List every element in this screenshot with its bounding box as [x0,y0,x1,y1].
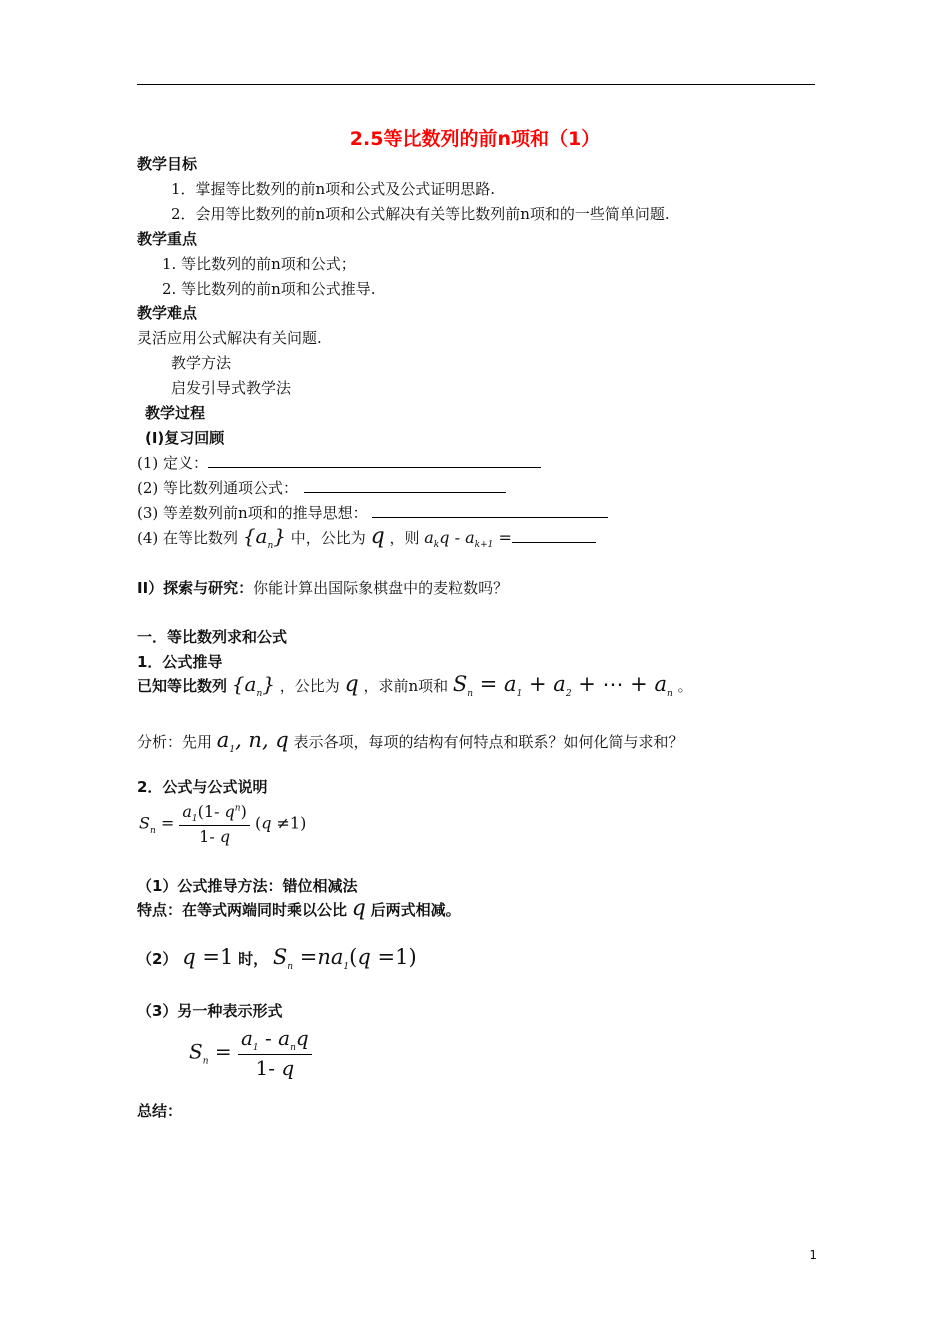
formula-derivation-heading: 1．公式推导 [137,653,223,671]
sum-definition-formula: $S_n = a_1 + a_2$ + ⋯ + $a_n$ [452,672,673,700]
method-label: 教学方法 [171,354,232,372]
key-point-item-2: 2. 等比数列的前n项和公式推导. [162,280,376,298]
page-title: 2.5等比数列的前n项和（1） [349,128,601,150]
case3-label: （3）另一种表示形式 [137,1002,283,1020]
key-point-item-1: 1. 等比数列的前n项和公式； [162,255,356,273]
difficulties-text: 灵活应用公式解决有关问题. [137,329,322,347]
analysis-suffix: 表示各项，每项的结构有何特点和联系？如何化简与求和？ [293,733,684,751]
difficulties-heading: 教学难点 [137,304,198,322]
case2-time: 时， [238,950,269,968]
review-question-4-mid1: 中，公比为 [290,529,366,547]
feature-line [137,896,461,921]
method-text: 启发引导式教学法 [171,379,292,397]
analysis-variables-formula: $a_1$, n, q [216,728,289,756]
review-question-4-mid2: ，则 [389,529,420,547]
case2-label: （2） [137,950,178,968]
section1-heading: 一．等比数列求和公式 [137,628,288,646]
sum-q-equals-one-formula: $S_n =na_1(q =1)$ [272,945,417,973]
page-number: 1 [809,1248,817,1262]
known-ratio-q: q [344,672,359,697]
method-title: （1）公式推导方法：错位相减法 [137,877,358,895]
q-equals-one-formula: q =1 [182,945,234,969]
ratio-q-symbol: q [370,524,385,549]
process-heading: 教学过程 [145,404,206,422]
review-question-2-label: (2) 等比数列通项公式： [137,479,299,497]
feature-suffix: 后两式相减。 [370,901,461,919]
sequence-a-n-formula: $\{a_n\}$ [242,524,286,551]
summary-label: 总结： [137,1102,183,1120]
sum-formula-main: $S_n$ = $\frac{a_1(1- q^n)}{1- q}$ (q ≠1) [139,802,307,847]
objective-item-2: 2．会用等比数列的前n项和公式解决有关等比数列前n项和的一些简单问题. [171,205,670,223]
derivation-idea-blank[interactable] [372,502,608,518]
known-end: 。 [677,677,693,695]
sum-formula-alternate: $S_n$ = $\frac{a_1 - a_nq}{1- q}$ [189,1026,312,1080]
analysis-prefix: 分析：先用 [137,733,213,751]
case-q-equals-one [137,945,417,972]
objective-item-1: 1．掌握等比数列的前n项和公式及公式证明思路. [171,180,495,198]
general-term-blank[interactable] [304,477,506,493]
alternate-formula-fraction: $\frac{a_1 - a_nq}{1- q}$ [238,1026,312,1080]
ratio-relation-formula: $a_kq - a_{k+1}$ = [424,528,512,551]
review-heading: (I)复习回顾 [145,429,225,447]
review-question-4-prefix: (4) 在等比数列 [137,529,239,547]
explore-heading: II）探索与研究： [137,579,254,597]
analysis-line [137,728,684,755]
explore-text: 你能计算出国际象棋盘中的麦粒数吗？ [253,579,509,597]
review-question-3-label: (3) 等差数列前n项和的推导思想： [137,504,368,522]
known-line [137,672,693,699]
feature-ratio-q: q [351,896,366,921]
key-points-heading: 教学重点 [137,230,198,248]
sum-formula-fraction: $\frac{a_1(1- q^n)}{1- q}$ [179,802,249,846]
review-question-1-label: (1) 定义： [137,454,209,472]
review-question-4 [137,524,596,551]
review-question-1 [137,452,541,473]
objectives-heading: 教学目标 [137,155,198,173]
definition-blank[interactable] [208,452,541,468]
known-mid2: ，求前n项和 [363,677,449,695]
known-prefix: 已知等比数列 [137,677,228,695]
explore-line [137,577,508,598]
ratio-relation-blank[interactable] [512,527,596,543]
known-sequence-formula: $\{a_n\}$ [231,672,275,699]
review-question-2 [137,477,506,498]
review-question-3 [137,502,608,523]
known-mid1: ，公比为 [279,677,340,695]
formula-explanation-heading: 2．公式与公式说明 [137,778,268,796]
feature-prefix: 特点：在等式两端同时乘以公比 [137,901,348,919]
header-rule [137,84,815,85]
